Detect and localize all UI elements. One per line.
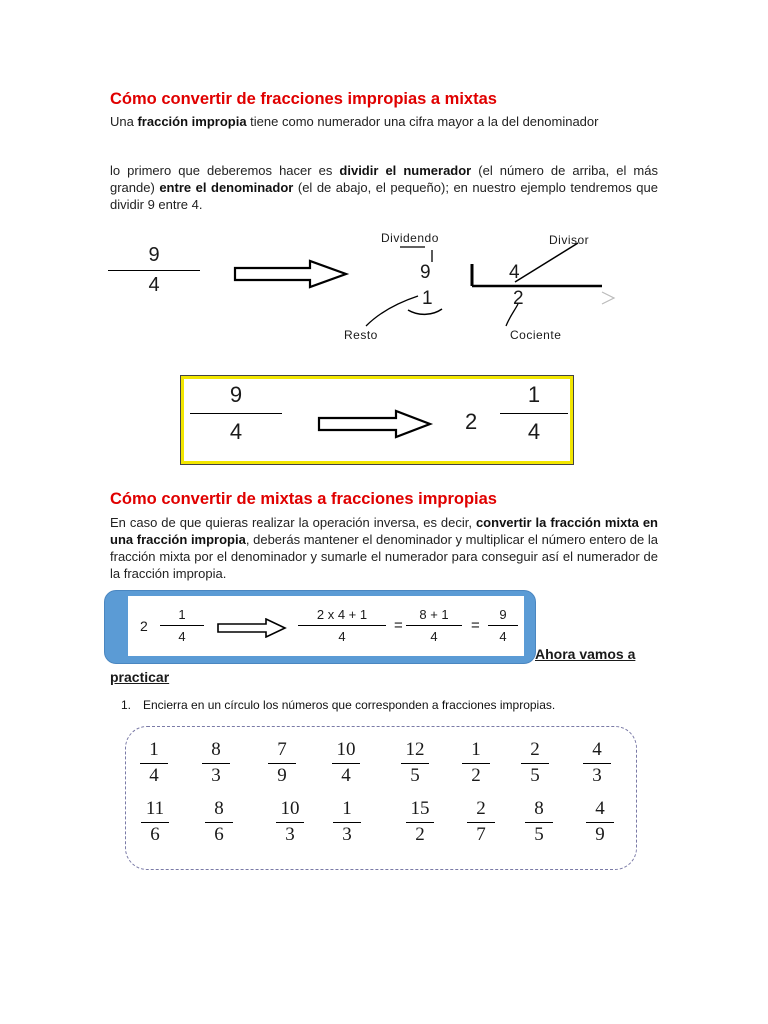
fraction-bar (332, 763, 360, 764)
fraction-bar (462, 763, 490, 764)
fraction-bar (141, 822, 169, 823)
result-whole: 2 (465, 409, 478, 434)
numerator: 10 (336, 739, 356, 760)
text-segment: (el número de arriba, el más grande) (110, 163, 658, 195)
equals-sign: = (471, 617, 480, 634)
exercise-fraction[interactable] (519, 798, 559, 846)
denominator: 5 (534, 824, 544, 845)
numerator: 7 (277, 739, 287, 760)
numerator: 9 (148, 244, 160, 266)
numerator: 11 (145, 798, 165, 819)
bold-term: dividir el numerador (339, 163, 472, 178)
fraction-bar (467, 822, 495, 823)
fraction-bar (298, 625, 386, 626)
instruction-number: 1. (121, 698, 132, 712)
instruction-text: Encierra en un círculo los números que corresponden a fracciones impropias. (143, 698, 556, 712)
denominator: 5 (410, 765, 420, 786)
denominator: 4 (149, 765, 159, 786)
fraction-bar (333, 822, 361, 823)
example-final-fraction (488, 607, 518, 644)
exercise-fraction[interactable] (262, 739, 302, 787)
numerator: 15 (410, 798, 430, 819)
numerator: 4 (592, 739, 602, 760)
remainder-label: Resto (344, 328, 378, 342)
exercise-fraction[interactable] (326, 739, 366, 787)
exercise-fraction[interactable] (577, 739, 617, 787)
exercise-fraction[interactable] (400, 798, 440, 846)
denominator: 2 (471, 765, 481, 786)
bold-term: fracción impropia (137, 114, 247, 129)
denominator: 4 (527, 419, 541, 444)
example-sum-fraction (406, 607, 462, 644)
denominator: 6 (214, 824, 224, 845)
denominator: 4 (430, 629, 438, 644)
exercise-fraction[interactable] (580, 798, 620, 846)
exercise-fraction[interactable] (134, 739, 174, 787)
numerator: 8 + 1 (419, 607, 449, 622)
text-segment: tiene como numerador una cifra mayor a la del denominador (246, 114, 599, 129)
denominator: 9 (595, 824, 605, 845)
section-1-title: Cómo convertir de fracciones impropias a mixtas (110, 90, 497, 108)
result-improper-fraction (190, 382, 282, 445)
fraction-bar (583, 763, 611, 764)
numerator: 10 (280, 798, 300, 819)
division-bracket-lines (340, 240, 630, 330)
fraction-bar (140, 763, 168, 764)
fraction-bar (202, 763, 230, 764)
bold-term: convertir la fracción mixta en una fracción impropia (110, 515, 658, 547)
denominator: 4 (229, 419, 243, 444)
denominator: 4 (178, 629, 186, 644)
fraction-bar (586, 822, 614, 823)
numerator: 9 (229, 382, 243, 407)
section-2-title: Cómo convertir de mixtas a fracciones impropias (110, 490, 497, 508)
numerator: 2 (530, 739, 540, 760)
fraction-bar (190, 413, 282, 414)
numerator: 4 (595, 798, 605, 819)
numerator: 8 (534, 798, 544, 819)
denominator: 9 (277, 765, 287, 786)
denominator: 4 (499, 629, 507, 644)
denominator: 3 (211, 765, 221, 786)
divisor-value: 4 (509, 262, 520, 283)
denominator: 4 (148, 274, 160, 296)
numerator: 1 (471, 739, 481, 760)
fraction-bar (160, 625, 204, 626)
numerator: 12 (405, 739, 425, 760)
numerator: 8 (214, 798, 224, 819)
fraction-bar (521, 763, 549, 764)
denominator: 3 (592, 765, 602, 786)
fraction-bar (525, 822, 553, 823)
text-segment: En caso de que quieras realizar la operación inversa, es decir, (110, 515, 476, 530)
exercise-fraction[interactable] (327, 798, 367, 846)
text-segment: (el de abajo, el pequeño); en nuestro ejemplo tendremos que dividir 9 entre 4. (110, 180, 658, 212)
numerator: 1 (149, 739, 159, 760)
fraction-bar (108, 270, 200, 271)
denominator: 6 (150, 824, 160, 845)
paragraph-definition (110, 113, 658, 130)
denominator: 3 (342, 824, 352, 845)
arrow-right-icon (316, 409, 434, 439)
numerator: 2 x 4 + 1 (316, 607, 368, 622)
denominator: 5 (530, 765, 540, 786)
fraction-bar (406, 625, 462, 626)
bold-term: entre el denominador (159, 180, 294, 195)
paragraph-step (110, 162, 658, 213)
numerator: 1 (342, 798, 352, 819)
practice-heading-part-2: practicar (110, 669, 170, 685)
exercise-fraction[interactable] (456, 739, 496, 787)
example-expression-fraction (298, 607, 386, 644)
text-segment: lo primero que deberemos hacer es (110, 163, 340, 178)
denominator: 4 (341, 765, 351, 786)
exercise-fraction[interactable] (135, 798, 175, 846)
exercise-fraction[interactable] (515, 739, 555, 787)
fraction-bar (268, 763, 296, 764)
divisor-label: Divisor (549, 233, 590, 247)
fraction-nine-fourths (108, 244, 200, 297)
fraction-bar (205, 822, 233, 823)
exercise-fraction[interactable] (199, 798, 239, 846)
numerator: 1 (527, 382, 541, 407)
practice-heading-part-1: Ahora vamos a (535, 646, 636, 662)
fraction-bar (276, 822, 304, 823)
text-segment: , deberás mantener el denominador y multiplicar el número entero de la fracción mixta por el denominador y sumarle el numerador para conseguir así el numerador de la fracción impropia. (110, 532, 658, 581)
dividend-label: Dividendo (381, 231, 439, 245)
text-segment: Una (110, 114, 138, 129)
arrow-right-icon (232, 259, 350, 289)
example-mixed-fraction (160, 607, 204, 644)
numerator: 8 (211, 739, 221, 760)
exercise-fraction[interactable] (395, 739, 435, 787)
exercise-fraction[interactable] (196, 739, 236, 787)
denominator: 4 (338, 629, 346, 644)
quotient-label: Cociente (510, 328, 562, 342)
paragraph-inverse (110, 514, 658, 582)
result-mixed-fraction (500, 382, 568, 445)
example-whole: 2 (140, 618, 148, 634)
equals-sign: = (394, 617, 403, 634)
numerator: 9 (499, 607, 507, 622)
exercise-fraction[interactable] (461, 798, 501, 846)
fraction-bar (406, 822, 434, 823)
denominator: 2 (415, 824, 425, 845)
exercise-fraction[interactable] (270, 798, 310, 846)
remainder-value: 1 (422, 288, 433, 309)
denominator: 7 (476, 824, 486, 845)
fraction-bar (488, 625, 518, 626)
fraction-bar (401, 763, 429, 764)
numerator: 2 (476, 798, 486, 819)
arrow-right-icon (216, 618, 288, 638)
dividend-value: 9 (420, 262, 431, 283)
denominator: 3 (285, 824, 295, 845)
fraction-bar (500, 413, 568, 414)
quotient-value: 2 (513, 288, 524, 309)
numerator: 1 (178, 607, 186, 622)
